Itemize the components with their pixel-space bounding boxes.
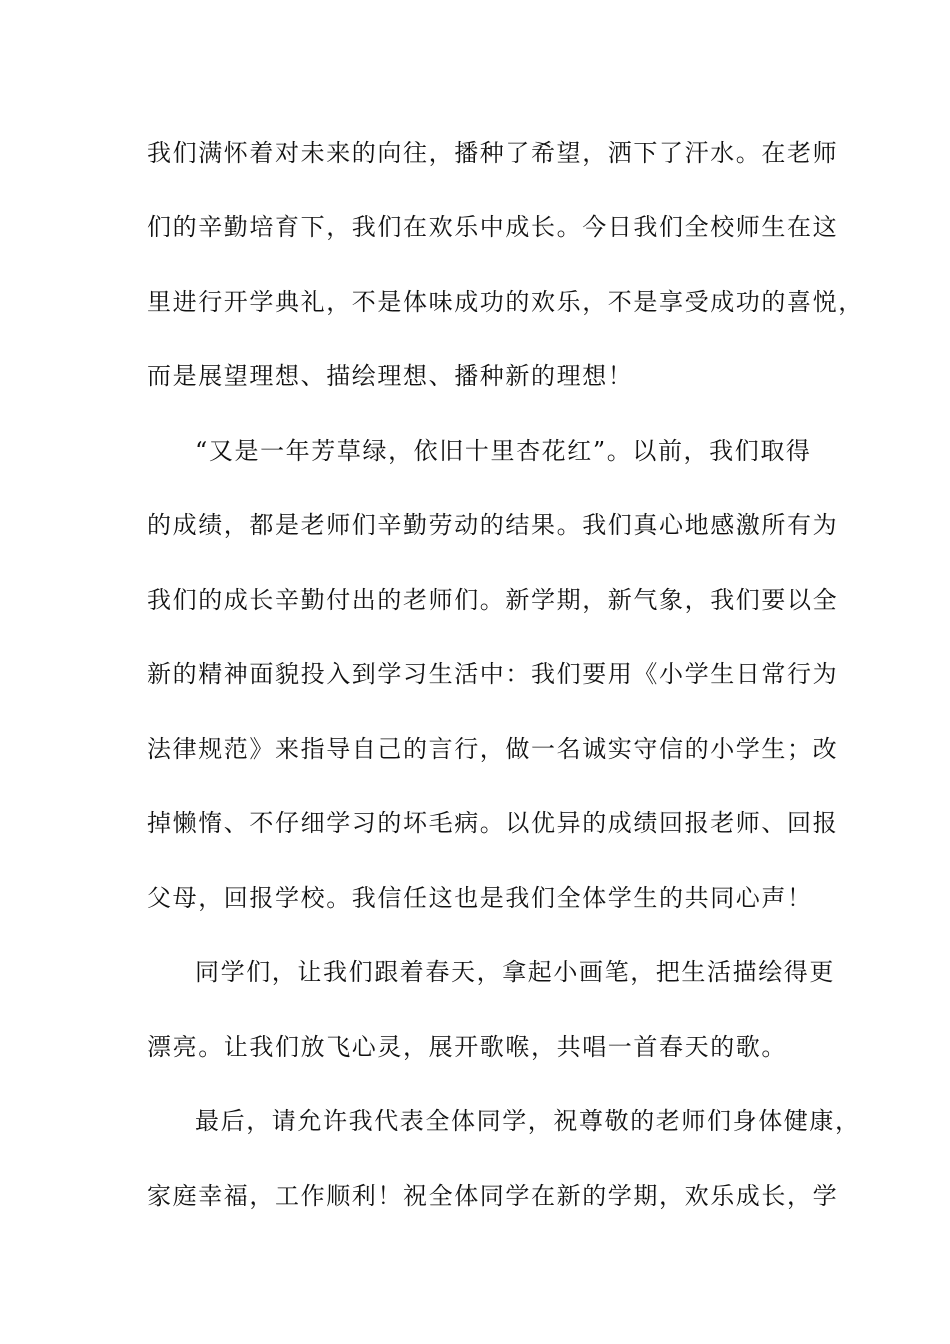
paragraph-first-line: 最后，请允许我代表全体同学，祝尊敬的老师们身体健康， <box>195 1107 861 1135</box>
text-line: 父母，回报学校。我信任这也是我们全体学生的共同心声！ <box>147 884 813 912</box>
text-line: 我们的成长辛勤付出的老师们。新学期，新气象，我们要以全 <box>147 586 839 614</box>
text-line: 法律规范》来指导自己的言行，做一名诚实守信的小学生；改 <box>147 735 839 763</box>
text-line: 我们满怀着对未来的向往，播种了希望，洒下了汗水。在老师 <box>147 139 839 167</box>
text-line: 而是展望理想、描绘理想、播种新的理想！ <box>147 362 634 390</box>
text-line: 们的辛勤培育下，我们在欢乐中成长。今日我们全校师生在这 <box>147 213 839 241</box>
text-line: 的成绩，都是老师们辛勤劳动的结果。我们真心地感激所有为 <box>147 511 839 539</box>
text-line: 新的精神面貌投入到学习生活中：我们要用《小学生日常行为 <box>147 660 839 688</box>
text-line: 里进行开学典礼，不是体味成功的欢乐，不是享受成功的喜悦， <box>147 288 864 316</box>
text-line: 漂亮。让我们放飞心灵，展开歌喉，共唱一首春天的歌。 <box>147 1033 787 1061</box>
paragraph-first-line: “又是一年芳草绿，依旧十里杏花红”。以前，我们取得 <box>195 437 812 465</box>
paragraph-first-line: 同学们，让我们跟着春天，拿起小画笔，把生活描绘得更 <box>195 958 835 986</box>
text-line: 掉懒惰、不仔细学习的坏毛病。以优异的成绩回报老师、回报 <box>147 809 839 837</box>
text-line: 家庭幸福，工作顺利！祝全体同学在新的学期，欢乐成长，学 <box>147 1182 839 1210</box>
